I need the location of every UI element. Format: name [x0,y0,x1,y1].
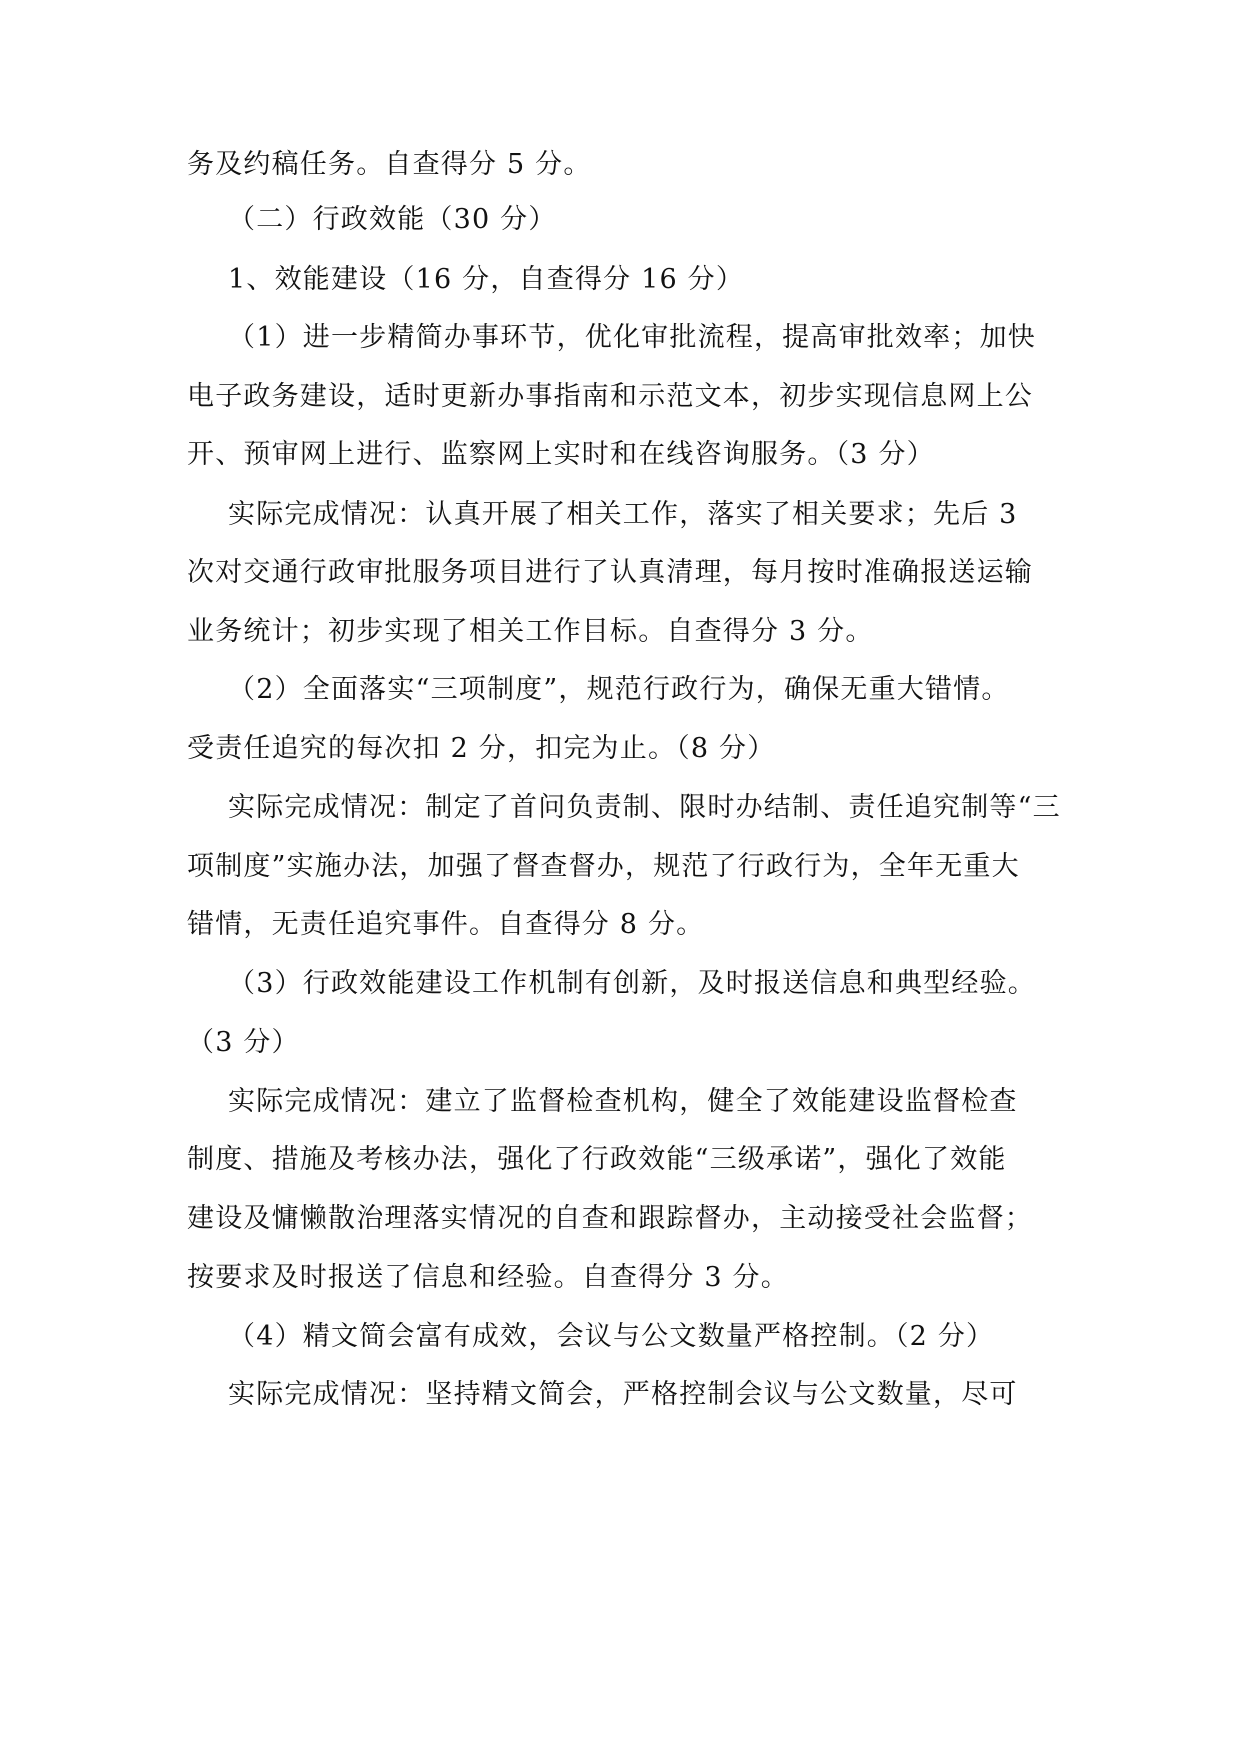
section-heading: （二）行政效能（30 分） [228,204,557,235]
text-line: 电子政务建设，适时更新办事指南和示范文本，初步实现信息网上公 [187,381,1033,412]
text-line: 业务统计；初步实现了相关工作目标。自查得分 3 分。 [187,616,874,647]
text-line: 务及约稿任务。自查得分 5 分。 [187,149,592,180]
text-line: 实际完成情况：坚持精文简会，严格控制会议与公文数量，尽可 [228,1379,1018,1410]
text-line: 制度、措施及考核办法，强化了行政效能“三级承诺”，强化了效能 [187,1144,1007,1175]
text-line: 项制度”实施办法，加强了督查督办，规范了行政行为，全年无重大 [187,851,1020,882]
text-line: 建设及慵懒散治理落实情况的自查和跟踪督办，主动接受社会监督； [187,1203,1033,1234]
text-line: 受责任追究的每次扣 2 分，扣完为止。（8 分） [187,733,776,764]
text-line: 开、预审网上进行、监察网上实时和在线咨询服务。（3 分） [187,439,935,470]
text-line: 实际完成情况：认真开展了相关工作，落实了相关要求；先后 3 [228,499,1018,530]
text-line: （2）全面落实“三项制度”，规范行政行为，确保无重大错情。 [228,674,1010,705]
text-line: 实际完成情况：建立了监督检查机构，健全了效能建设监督检查 [228,1086,1018,1117]
text-line: 错情，无责任追究事件。自查得分 8 分。 [187,909,705,940]
text-line: （1）进一步精简办事环节，优化审批流程，提高审批效率；加快 [228,322,1036,353]
text-line: 次对交通行政审批服务项目进行了认真清理，每月按时准确报送运输 [187,557,1033,588]
text-line: （3 分） [187,1027,300,1058]
text-line: 实际完成情况：制定了首问负责制、限时办结制、责任追究制等“三 [228,792,1061,823]
text-line: （3）行政效能建设工作机制有创新，及时报送信息和典型经验。 [228,968,1036,999]
subsection-heading: 1、效能建设（16 分，自查得分 16 分） [228,264,745,295]
text-line: 按要求及时报送了信息和经验。自查得分 3 分。 [187,1262,789,1293]
text-line: （4）精文简会富有成效，会议与公文数量严格控制。（2 分） [228,1321,995,1352]
